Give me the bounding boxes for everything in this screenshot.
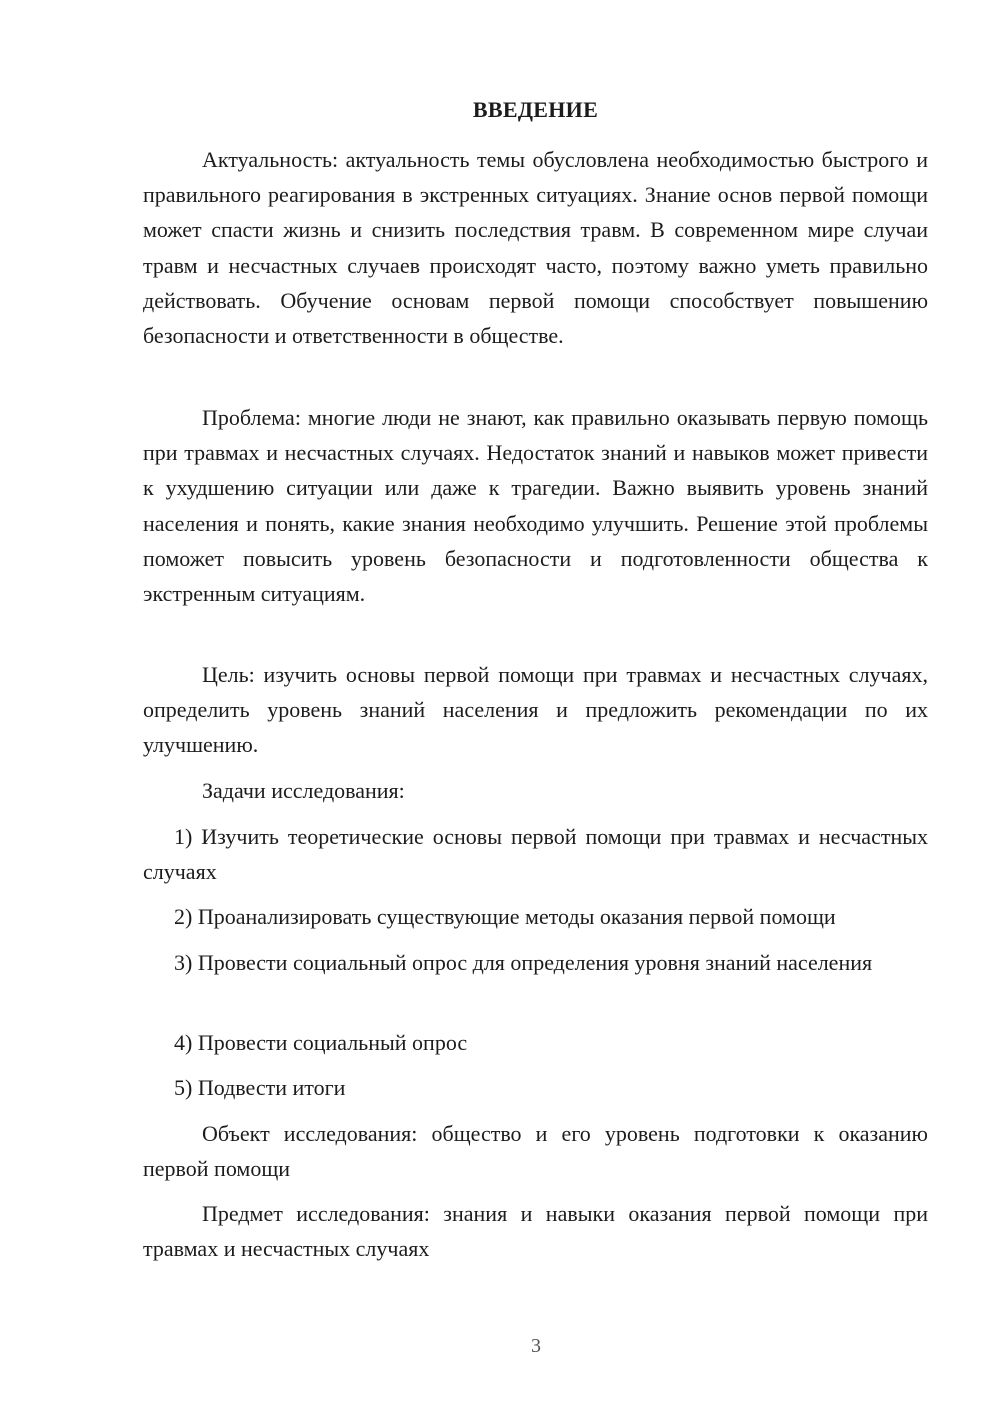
goal-paragraph: Цель: изучить основы первой помощи при травмах и несчастных случаях, определить уровень знаний населения и предложить рекомендации по их улучшению. (143, 662, 928, 758)
relevance-paragraph: Актуальность: актуальность темы обусловлена необходимостью быстрого и правильного реагирования в экстренных ситуациях. Знание основ первой помощи может спасти жизнь и снизить последствия травм. В современном мире случаи травм и несчастных случаев происходят часто, поэтому важно уметь правильно действовать. Обучение основам первой помощи способствует повышению безопасности и ответственности в обществе. (143, 147, 928, 349)
problem-paragraph: Проблема: многие люди не знают, как правильно оказывать первую помощь при травмах и несчастных случаях. Недостаток знаний и навыков может привести к ухудшению ситуации или даже к трагедии. Важно выявить уровень знаний населения и понять, какие знания необходимо улучшить. Решение этой проблемы поможет повысить уровень безопасности и подготовленности общества к экстренным ситуациям. (143, 405, 928, 607)
task-item-5: 5) Подвести итоги (174, 1075, 346, 1100)
tasks-heading: Задачи исследования: (202, 778, 405, 803)
task-item-2: 2) Проанализировать существующие методы оказания первой помощи (174, 904, 836, 929)
task-item-4: 4) Провести социальный опрос (174, 1030, 468, 1055)
object-paragraph: Объект исследования: общество и его уровень подготовки к оказанию первой помощи (143, 1121, 928, 1182)
subject-paragraph: Предмет исследования: знания и навыки оказания первой помощи при травмах и несчастных случаях (143, 1201, 928, 1262)
task-item-3: 3) Провести социальный опрос для определения уровня знаний населения (174, 950, 873, 975)
section-title: ВВЕДЕНИЕ (472, 97, 599, 122)
page-number: 3 (531, 1335, 541, 1357)
task-item-1: 1) Изучить теоретические основы первой помощи при травмах и несчастных случаях (143, 824, 928, 885)
